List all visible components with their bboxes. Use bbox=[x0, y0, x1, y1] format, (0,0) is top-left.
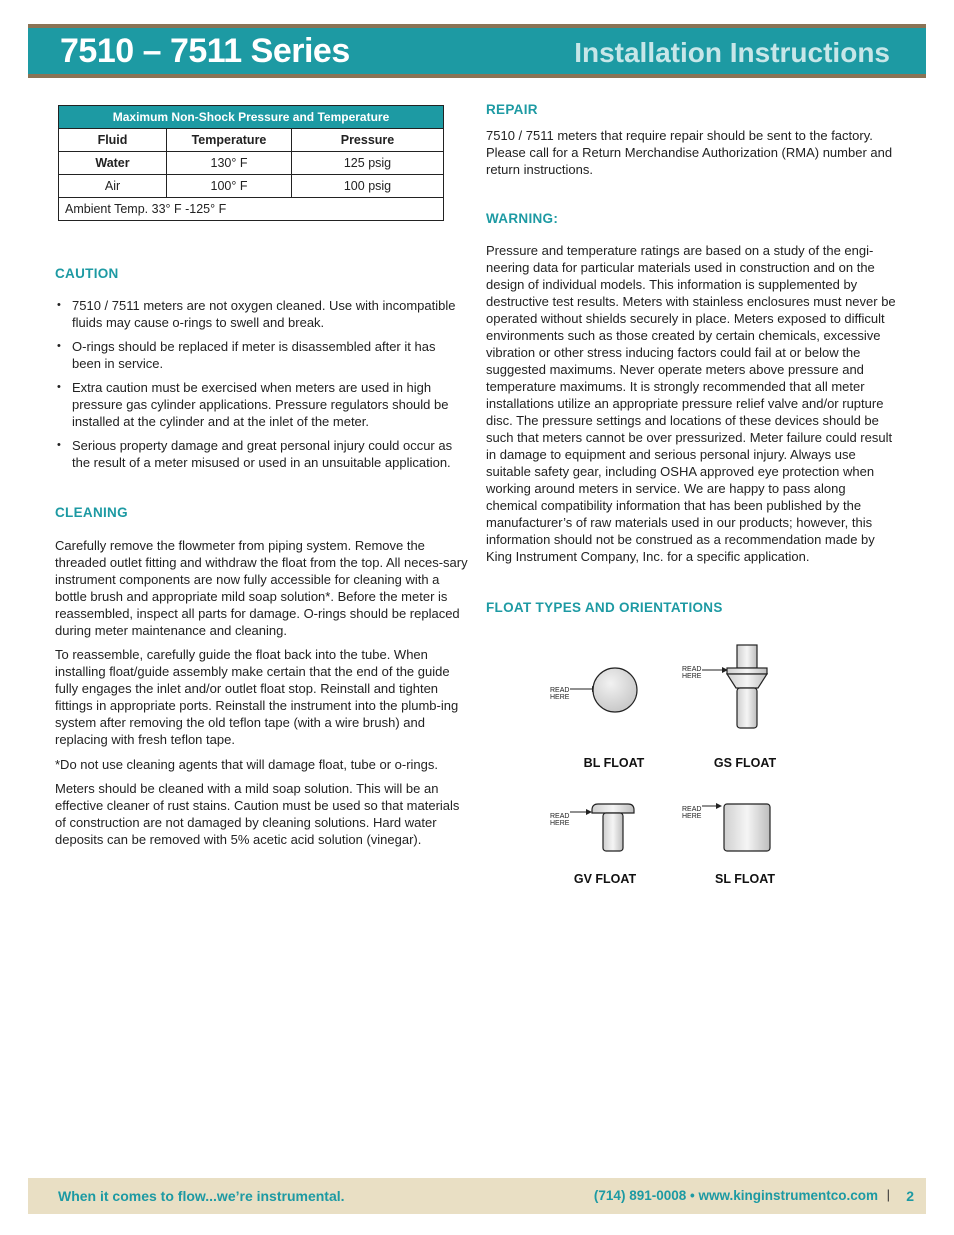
list-item: • O-rings should be replaced if meter is disassembled after it has been in service. bbox=[55, 338, 467, 372]
footer-bar bbox=[28, 1178, 926, 1214]
sl-float-label: SL FLOAT bbox=[715, 872, 775, 886]
bl-float-icon bbox=[568, 665, 640, 717]
table-row bbox=[59, 175, 444, 198]
repair-text: 7510 / 7511 meters that require repair should be sent to the factory. Please call for a Return Merchandise Authorization (RMA) number and return instructions. bbox=[486, 128, 893, 177]
table-caption: Maximum Non-Shock Pressure and Temperature bbox=[59, 106, 444, 129]
caution-heading: CAUTION bbox=[55, 266, 119, 281]
table-caption-row bbox=[59, 106, 444, 129]
cell-temperature: 130° F bbox=[167, 152, 292, 175]
warning-heading: WARNING: bbox=[486, 211, 559, 226]
cleaning-paragraph-1: Carefully remove the flowmeter from piping system. Remove the threaded outlet fitting and withdraw the float from the top. All neces-sary instrument components are now fully accessible for cleaning with a bottle brush and appropriate mild soap solution*. Before the meter is reassembled, inspect all parts for damage. O-rings should be replaced during meter maintenance and cleaning. bbox=[55, 538, 468, 638]
footer-contact[interactable]: (714) 891-0008 • www.kinginstrumentco.com bbox=[593, 1188, 878, 1203]
cleaning-paragraph-3: *Do not use cleaning agents that will damage float, tube or o-rings. bbox=[55, 757, 439, 772]
cleaning-heading: CLEANING bbox=[55, 505, 128, 520]
page-number: 2 bbox=[906, 1188, 914, 1204]
series-title: 7510 – 7511 Series bbox=[60, 32, 350, 70]
gv-float-icon bbox=[568, 800, 640, 856]
document-title: Installation Instructions bbox=[574, 37, 890, 68]
table-row-ambient bbox=[59, 198, 444, 221]
bl-float-label: BL FLOAT bbox=[583, 756, 645, 770]
float-types-heading: FLOAT TYPES AND ORIENTATIONS bbox=[486, 600, 723, 615]
sl-float-icon bbox=[700, 796, 780, 856]
read-here-label-gs: READ HERE bbox=[682, 666, 702, 680]
header-bar bbox=[28, 24, 926, 78]
table-row bbox=[59, 152, 444, 175]
gv-float-label: GV FLOAT bbox=[573, 872, 637, 886]
pressure-temperature-table bbox=[58, 105, 444, 221]
footer-separator: | bbox=[886, 1187, 890, 1202]
list-item: • Extra caution must be exercised when meters are used in high pressure gas cylinder applications. Pressure regulators should be installed at the cylinder and at the inlet of the meter. bbox=[55, 379, 467, 430]
caution-list bbox=[55, 297, 467, 478]
gs-float-icon bbox=[700, 642, 780, 732]
cell-fluid: Water bbox=[59, 152, 167, 175]
cell-pressure: 125 psig bbox=[292, 152, 444, 175]
footer-tagline: When it comes to flow...we’re instrumental. bbox=[58, 1188, 345, 1204]
repair-heading: REPAIR bbox=[486, 102, 538, 117]
table-header-row bbox=[59, 129, 444, 152]
cell-fluid: Air bbox=[59, 175, 167, 198]
read-here-label-gv: READ HERE bbox=[550, 813, 570, 827]
warning-text: Pressure and temperature ratings are based on a study of the engi-neering data for particular materials used in construction and on the design of individual models. This information is supplemented by destructive test results. Meters with stainless enclosures must never be operated without shields securely in place. Meters exposed to difficult environments such as those created by certain chemicals, excessive vibration or other stress inducing factors could fail at or below the suggested maximums. Never operate meters above pressure and temperature maximums. It is strongly recommended that all meter installations utilize an appropriate pressure relief valve and/or rupture disc. The pressure settings and locations of these devices should be such that meters cannot be over pressurized. Meter failure could result in damage to equipment and serious personal injury. Always use suitable safety gear, including OSHA approved eye protection when working around meters in service. We are happy to pass along chemical compatibility information that has been published by the manufacturer’s of raw materials used in our products; however, this information should not be construed as a recommendation made by King Instrument Company, Inc. for a specific application. bbox=[486, 243, 896, 564]
list-item: • 7510 / 7511 meters are not oxygen cleaned. Use with incompatible fluids may cause o-rings to swell and break. bbox=[55, 297, 467, 331]
list-item: • Serious property damage and great personal injury could occur as the result of a meter misused or used in an unsuitable application. bbox=[55, 437, 467, 471]
cell-pressure: 100 psig bbox=[292, 175, 444, 198]
cell-temperature: 100° F bbox=[167, 175, 292, 198]
read-here-label-sl: READ HERE bbox=[682, 806, 702, 820]
cell-ambient-temp: Ambient Temp. 33° F -125° F bbox=[59, 198, 444, 221]
read-here-label-bl: READ HERE bbox=[550, 687, 570, 701]
cleaning-paragraph-4: Meters should be cleaned with a mild soap solution. This will be an effective cleaner of rust stains. Caution must be used so that materials of construction are not damaged by cleaning solutions. Hard water deposits can be removed with 5% acetic acid solution (vinegar). bbox=[55, 781, 460, 847]
column-header-temperature: Temperature bbox=[167, 129, 292, 152]
cleaning-paragraph-2: To reassemble, carefully guide the float back into the tube. When installing float/guide assembly make certain that the end of the guide fully engages the inlet and/or outlet float stop. Reinstall and tighten fittings in appropriate ports. Reinstall the instrument into the plumb-ing system after removing the old teflon tape (with a wire brush) and replacing with fresh teflon tape. bbox=[55, 647, 459, 747]
column-header-fluid: Fluid bbox=[59, 129, 167, 152]
gs-float-label: GS FLOAT bbox=[713, 756, 777, 770]
column-header-pressure: Pressure bbox=[292, 129, 444, 152]
